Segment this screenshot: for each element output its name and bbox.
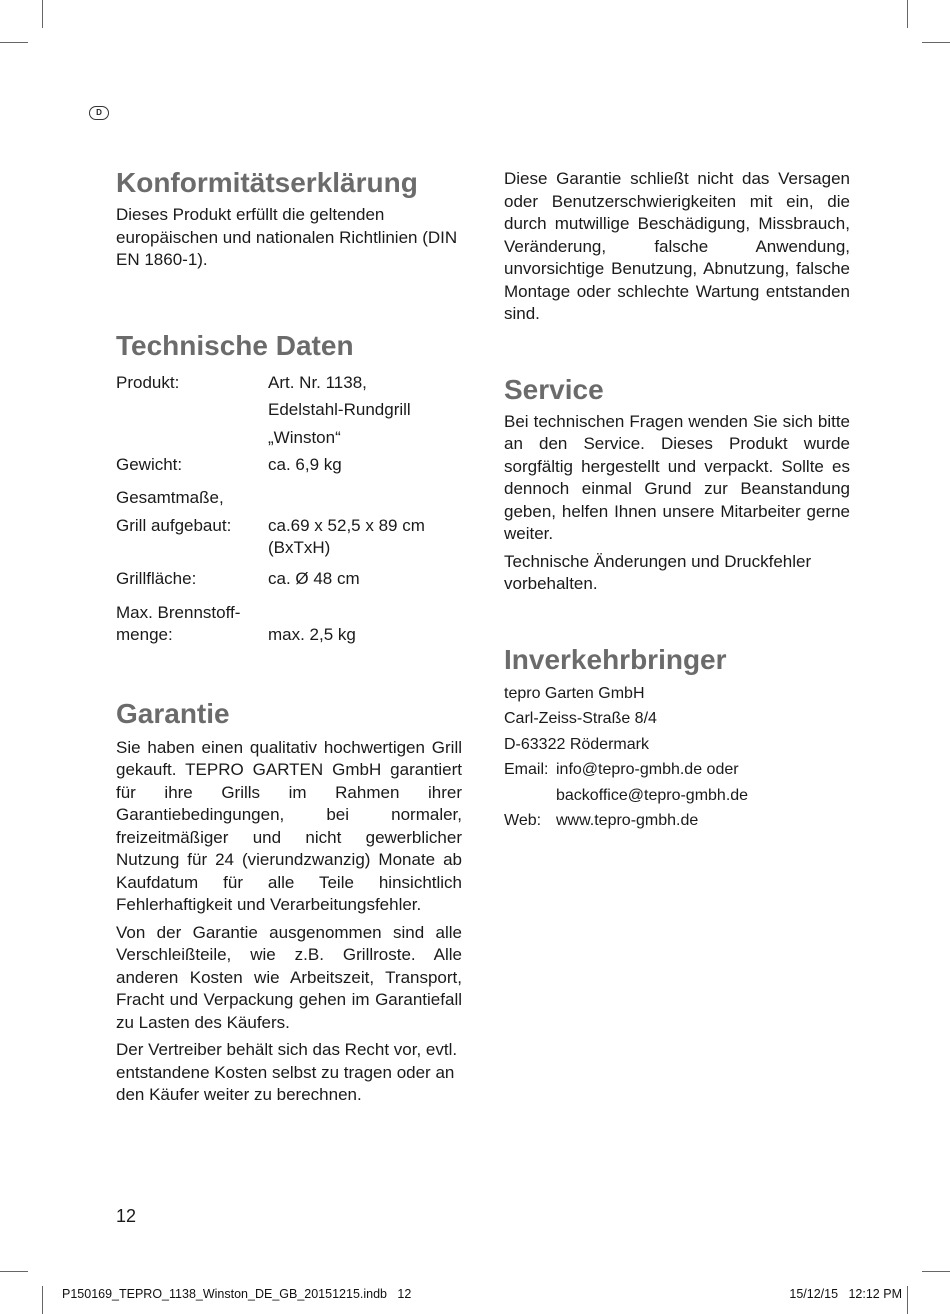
dimension-line: ca.69 x 52,5 x 89 cm xyxy=(268,515,425,535)
crop-mark xyxy=(907,0,908,28)
spec-label: Grill aufgebaut: xyxy=(116,515,232,535)
crop-mark xyxy=(922,42,950,43)
email-row xyxy=(504,783,850,809)
email-label-spacer xyxy=(504,783,556,809)
left-column xyxy=(116,164,462,1107)
spec-row-grill-area xyxy=(116,568,462,590)
conformity-text: Dieses Produkt erfüllt die geltenden europäischen und nationalen Richtlinien (DIN EN 1860-1). xyxy=(116,205,458,269)
web-row xyxy=(504,808,850,834)
spec-row-dimensions xyxy=(116,487,462,509)
spec-value: ca. Ø 48 cm xyxy=(268,568,360,588)
tech-data-table xyxy=(116,369,462,646)
spec-value: ca. 6,9 kg xyxy=(268,455,342,474)
spec-row-max-fuel xyxy=(116,602,462,646)
product-line: „Winston“ xyxy=(268,427,341,447)
page-number: 12 xyxy=(116,1206,137,1226)
spec-label: Produkt: xyxy=(116,372,180,392)
web-value: www.tepro-gmbh.de xyxy=(556,812,699,829)
crop-mark xyxy=(0,42,28,43)
service-paragraph: Bei technischen Fragen wenden Sie sich bitte an den Service. Dieses Produkt wurde sorgfältig hergestellt und verpackt. Sollte es dennoch einmal Grund zur Beanstandung geben, helfen Ihnen unsere Mitarbeiter gerne weiter. xyxy=(504,411,850,543)
spec-value: max. 2,5 kg xyxy=(268,624,356,644)
service-paragraph: Technische Änderungen und Druckfehler vorbehalten. xyxy=(504,551,812,593)
label-line: menge: xyxy=(116,624,173,644)
spec-label: Gesamtmaße, xyxy=(116,487,224,507)
warranty-exclusion-paragraph: Diese Garantie schließt nicht das Versagen oder Benutzerschwierigkeiten mit ein, die durch mutwillige Beschädigung, Missbrauch, Veränderung, falsche Anwendung, unvorsichtige Benutzung, Abnutzung, falsche Montage oder schlechte Wartung entstanden sind. xyxy=(504,169,850,323)
street-address: Carl-Zeiss-Straße 8/4 xyxy=(504,710,657,727)
spec-value xyxy=(268,515,462,559)
label-line: Max. Brennstoff- xyxy=(116,602,241,622)
warranty-paragraph: Sie haben einen qualitativ hochwertigen Grill gekauft. TEPRO GARTEN GmbH garantiert für ihre Grills im Rahmen ihrer Garantiebedingungen, bei normaler, freizeitmäßiger und nicht gewerblicher Nutzung für 24 (vierundzwanzig) Monate ab Kaufdatum für alle Teile hinsichtlich Fehlerhaftigkeit und Verarbeitungsfehler. xyxy=(116,737,462,914)
conformity-heading: Konformitätserklärung xyxy=(116,167,418,198)
spec-row-product xyxy=(116,369,462,452)
email-value: info@tepro-gmbh.de oder xyxy=(556,761,739,778)
right-column xyxy=(504,168,850,834)
email-label: Email: xyxy=(504,761,549,778)
warranty-paragraph: Von der Garantie ausgenommen sind alle Verschleißteile, wie z.B. Grillroste. Alle anderen Kosten wie Arbeitszeit, Transport, Fracht und Verpackung gehen im Garantiefall zu Lasten des Käufers. xyxy=(116,922,462,1032)
crop-mark xyxy=(42,0,43,28)
product-line: Art. Nr. 1138, xyxy=(268,372,367,392)
tech-data-heading: Technische Daten xyxy=(116,329,354,361)
crop-mark xyxy=(907,1286,908,1314)
spec-label: Gewicht: xyxy=(116,455,183,474)
warranty-heading: Garantie xyxy=(116,697,230,729)
spec-row-grill-built xyxy=(116,515,462,559)
spec-value xyxy=(268,369,462,452)
city-address: D-63322 Rödermark xyxy=(504,735,649,753)
spec-label: Grillfläche: xyxy=(116,568,197,588)
spec-label xyxy=(116,602,268,646)
warranty-paragraph: Der Vertreiber behält sich das Recht vor, evtl. entstandene Kosten selbst zu tragen oder an den Käufer weiter zu berechnen. xyxy=(116,1040,458,1104)
crop-mark xyxy=(922,1271,950,1272)
footer-date: 15/12/15 12:12 PM xyxy=(789,1287,902,1301)
footer-file-info: P150169_TEPRO_1138_Winston_DE_GB_20151215.indb 12 xyxy=(62,1287,412,1301)
language-badge: D xyxy=(89,106,109,120)
service-heading: Service xyxy=(504,373,604,405)
distributor-contact xyxy=(504,681,850,834)
email-row xyxy=(504,757,850,783)
distributor-heading: Inverkehrbringer xyxy=(504,643,727,675)
dimension-line: (BxTxH) xyxy=(268,537,331,557)
email-value: backoffice@tepro-gmbh.de xyxy=(556,786,749,804)
crop-mark xyxy=(42,1286,43,1314)
web-label: Web: xyxy=(504,812,542,829)
crop-mark xyxy=(0,1271,28,1272)
spec-row-weight xyxy=(116,451,462,479)
product-line: Edelstahl-Rundgrill xyxy=(268,400,411,419)
company-name: tepro Garten GmbH xyxy=(504,684,645,702)
